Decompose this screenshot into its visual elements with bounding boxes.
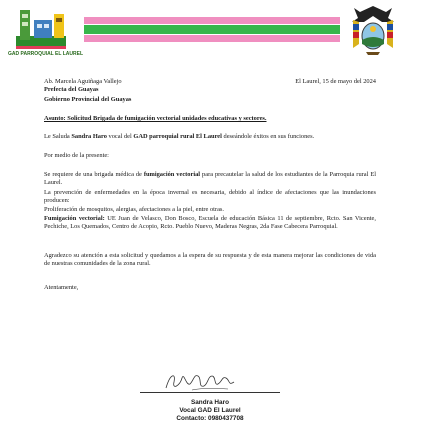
sender-name: Sandra Haro [71,133,107,140]
logo-caption: GAD PARROQUIAL EL LAUREL [8,51,84,57]
request-emphasis: fumigación vectorial [143,171,201,178]
header-stripe-pink-top [84,17,340,24]
body-paragraph-fumigation [44,215,376,231]
handwritten-signature [162,368,242,394]
body-paragraph-effects: Proliferación de mosquitos, alergias, afectaciones a la piel, entre otras. [44,206,224,213]
fumigation-label: Fumigación vectorial: [44,215,105,222]
greeting-text-2: vocal del [106,133,134,140]
signatory-contact: Contacto: 0980437708 [176,415,244,422]
place-date: El Laurel, 15 de mayo del 2024 [295,78,376,85]
sender-organization: GAD parroquial rural El Laurel [133,133,222,140]
header-stripe-pink-bottom [84,35,340,42]
body-paragraph-prevention: La prevención de enfermedades en la época invernal es necesaria, debido al índice de afectaciones que las inundaciones producen: [44,189,376,204]
header-stripe-green [84,25,340,34]
fumigation-sites: UE Juan de Velasco, Don Bosco, Escuela de educación Básica 11 de septiembre, Rcto. San Vicente, Pechiche, Los Quemados, Centro de Acopio, Rcto. Pueblo Nuevo, Maderas Negras, 2da Fase Cabecera Parroquial. [44,215,376,230]
request-text-2: para precautelar la salud de los estudiantes de la Parroquia rural El Laurel. [44,171,376,186]
signatory-role: Vocal GAD El Laurel [179,407,241,414]
greeting-intro: Por medio de la presente: [44,152,109,159]
body-paragraph-request [44,171,376,187]
greeting-text-3: deseándole éxitos en sus funciones. [221,133,315,140]
greeting-paragraph [44,133,376,141]
ecuador-coat-of-arms-icon [350,4,396,56]
body-paragraph-closing: Agradezco su atención a esta solicitud y quedamos a la espera de su respuesta y de esta manera mejorar las condiciones de vida de nuestras comunidades de la zona rural. [44,252,376,267]
request-text-1: Se requiere de una brigada médica de [44,171,144,178]
signoff: Atentamente, [44,284,79,291]
letter-subject: Asunto: Solicitud Brigada de fumigación vectorial unidades educativas y sectores. [44,115,267,122]
recipient-title: Prefecta del Guayas [44,86,99,93]
recipient-name: Ab. Marcela Aguiñaga Vallejo [44,78,122,85]
signatory-name: Sandra Haro [190,399,229,406]
greeting-text-1: Le Saluda [44,133,72,140]
gad-el-laurel-logo [14,6,68,52]
recipient-organization: Gobierno Provincial del Guayas [44,96,132,103]
signature-line [140,392,280,393]
